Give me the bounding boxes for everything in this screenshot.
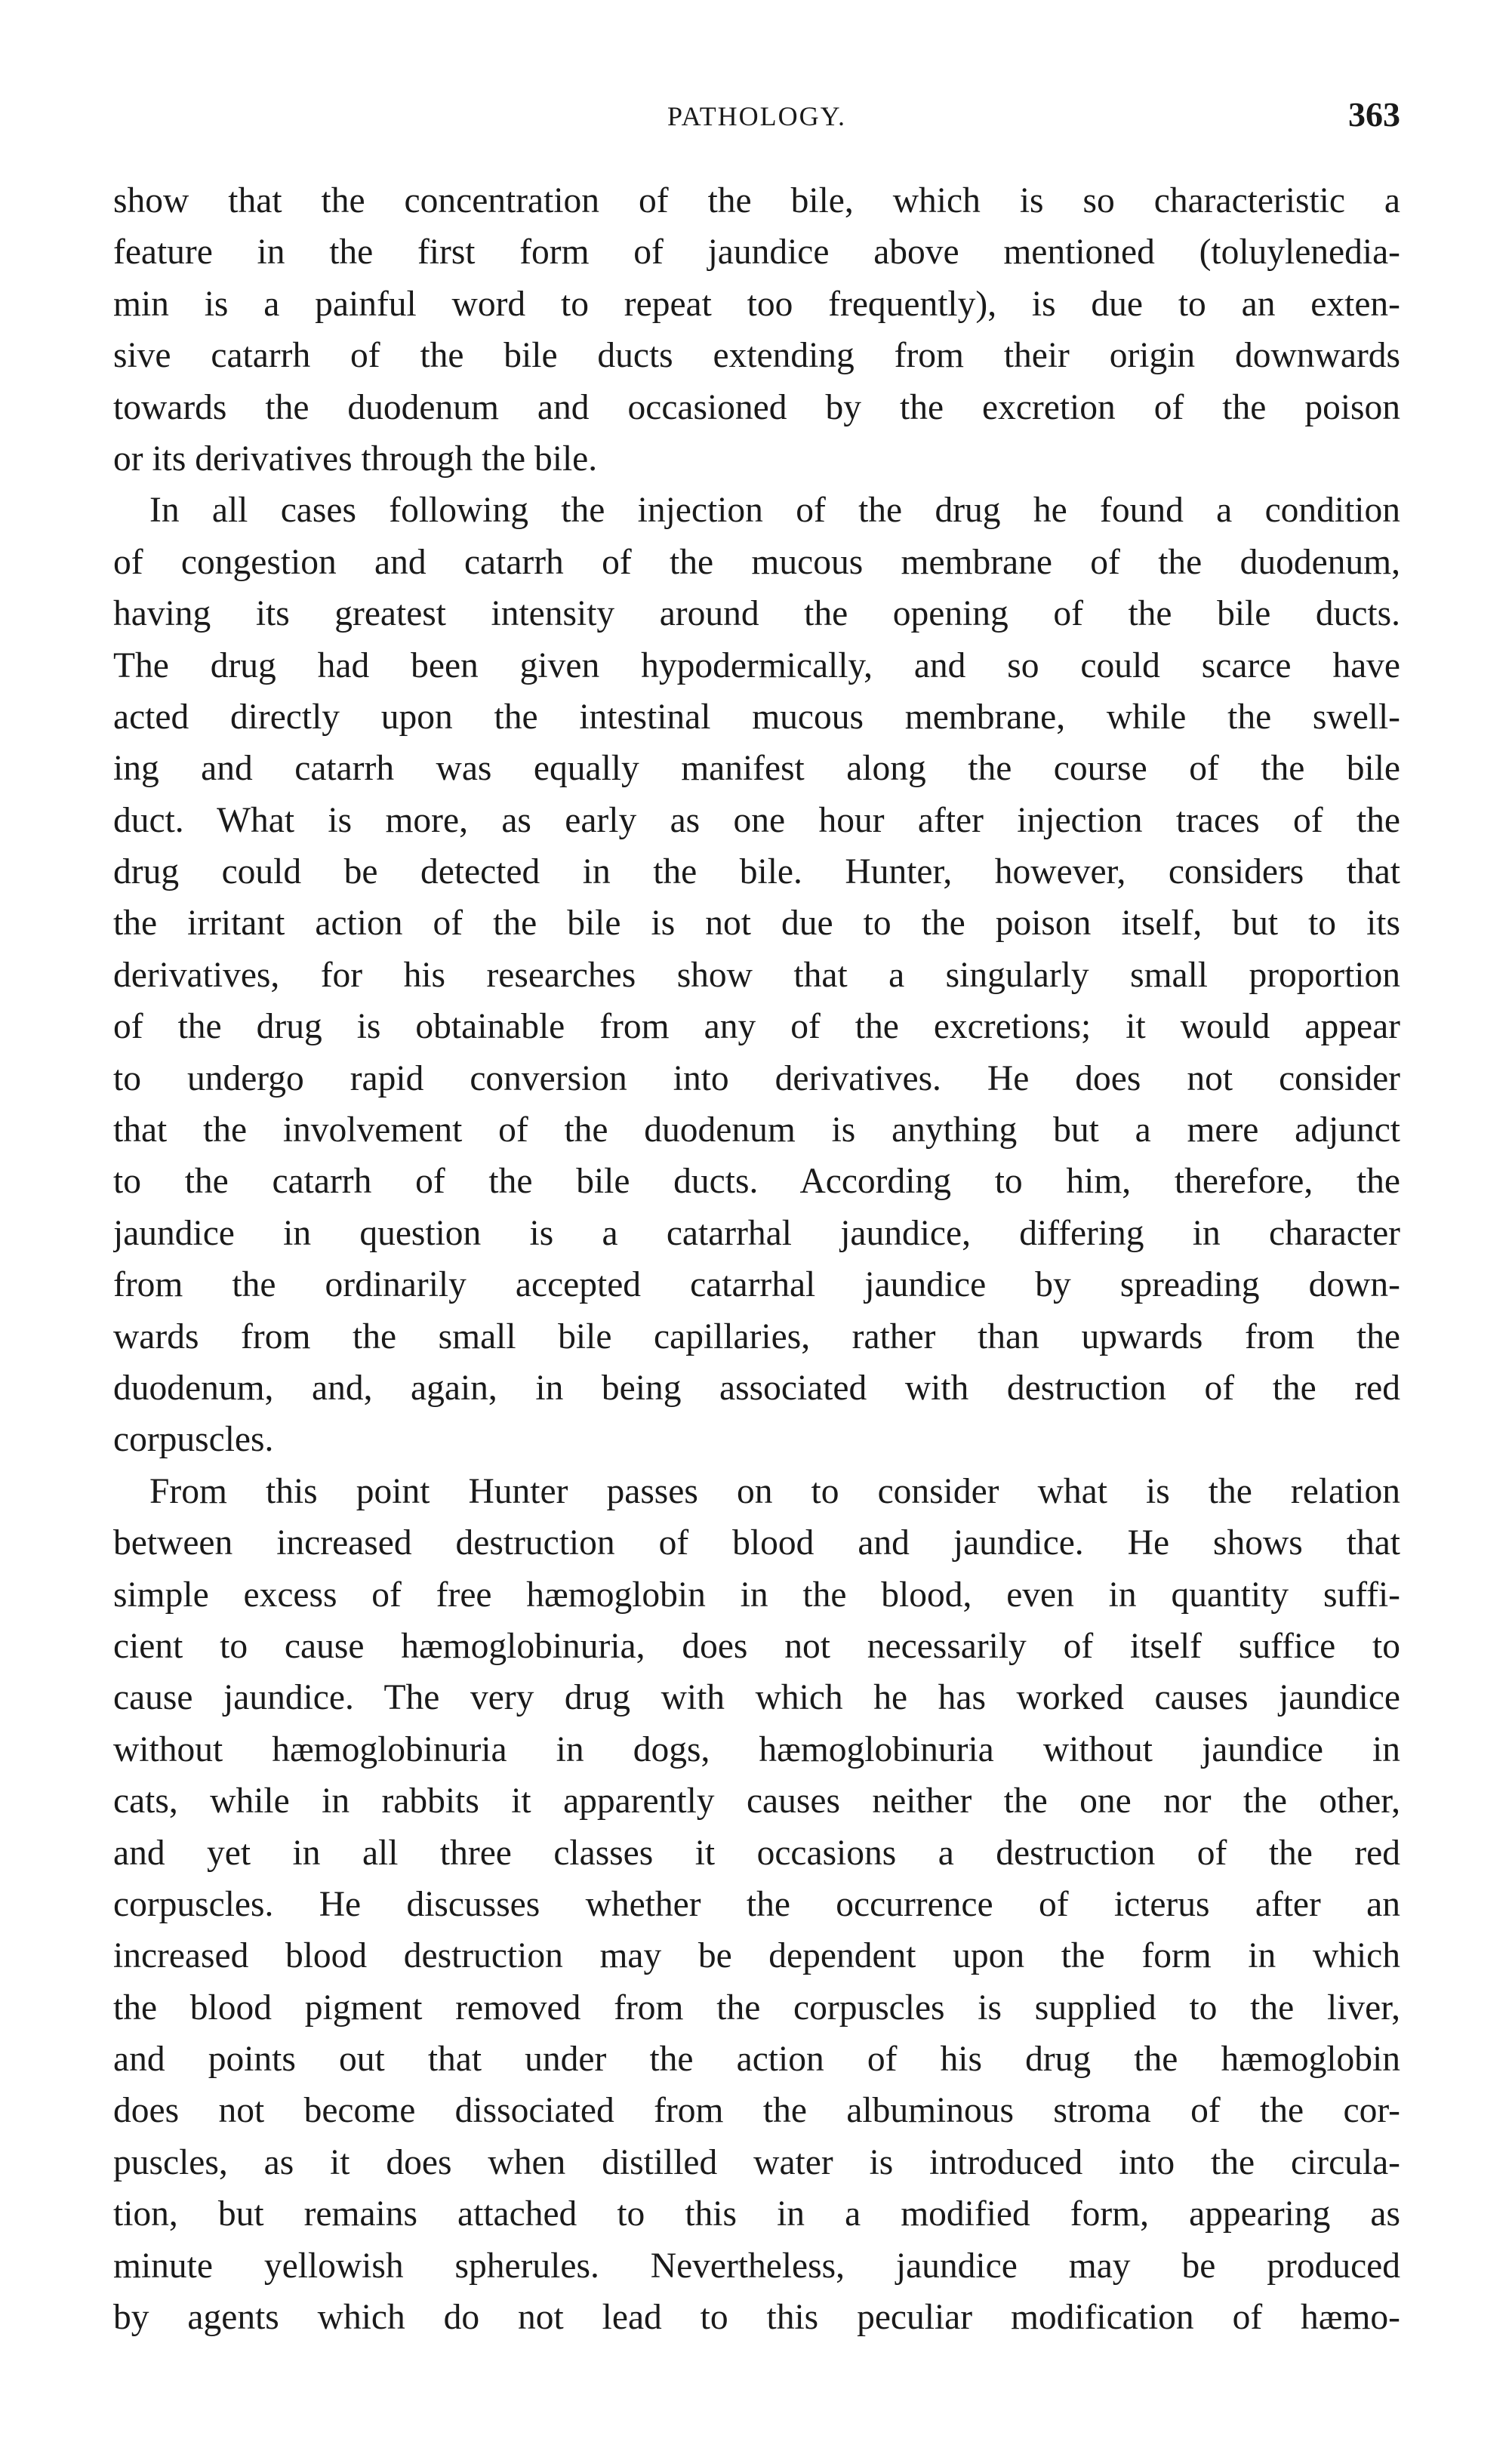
text-line: the blood pigment removed from the corpuscles is supplied to the liver, — [113, 1988, 1400, 2028]
text-line: derivatives, for his researches show that a singularly small proportion — [113, 955, 1400, 995]
running-head — [113, 94, 1400, 140]
text-line: to undergo rapid conversion into derivatives. He does not consider — [113, 1058, 1400, 1098]
text-line: wards from the small bile capillaries, rather than upwards from the — [113, 1316, 1400, 1356]
text-line: cause jaundice. The very drug with which he has worked causes jaundice — [113, 1678, 1400, 1718]
body-text — [113, 175, 1400, 2343]
text-line: the irritant action of the bile is not due to the poison itself, but to its — [113, 904, 1400, 944]
text-line: does not become dissociated from the albuminous stroma of the cor- — [113, 2091, 1400, 2131]
text-line: tion, but remains attached to this in a modified form, appearing as — [113, 2194, 1400, 2234]
text-line: towards the duodenum and occasioned by the excretion of the poison — [113, 387, 1400, 427]
text-line: puscles, as it does when distilled water is introduced into the circula- — [113, 2142, 1400, 2182]
text-line: show that the concentration of the bile, which is so characteristic a — [113, 181, 1400, 220]
text-line: simple excess of free hæmoglobin in the blood, even in quantity suffi- — [113, 1575, 1400, 1615]
text-line: ing and catarrh was equally manifest along the course of the bile — [113, 749, 1400, 789]
text-line: of congestion and catarrh of the mucous membrane of the duodenum, — [113, 542, 1400, 582]
text-line: from the ordinarily accepted catarrhal jaundice by spreading down- — [113, 1265, 1400, 1305]
text-line: and points out that under the action of his drug the hæmoglobin — [113, 2040, 1400, 2080]
text-line: min is a painful word to repeat too frequently), is due to an exten- — [113, 284, 1400, 324]
text-line: without hæmoglobinuria in dogs, hæmoglobinuria without jaundice in — [113, 1729, 1400, 1769]
text-line: corpuscles. He discusses whether the occurrence of icterus after an — [113, 1884, 1400, 1924]
text-line: duct. What is more, as early as one hour after injection traces of the — [113, 800, 1400, 840]
text-line: drug could be detected in the bile. Hunter, however, considers that — [113, 852, 1400, 892]
paragraph-first-line: From this point Hunter passes on to consider what is the relation — [149, 1471, 1400, 1511]
text-line: minute yellowish spherules. Nevertheless, jaundice may be produced — [113, 2246, 1400, 2286]
text-line: cient to cause hæmoglobinuria, does not necessarily of itself suffice to — [113, 1626, 1400, 1666]
text-line: that the involvement of the duodenum is anything but a mere adjunct — [113, 1110, 1400, 1150]
page-number: 363 — [1348, 95, 1400, 134]
text-line: sive catarrh of the bile ducts extending from their origin downwards — [113, 336, 1400, 376]
text-line: to the catarrh of the bile ducts. According to him, therefore, the — [113, 1162, 1400, 1202]
text-line: or its derivatives through the bile. — [113, 439, 598, 479]
text-line: increased blood destruction may be dependent upon the form in which — [113, 1936, 1400, 1976]
text-line: of the drug is obtainable from any of the excretions; it would appear — [113, 1007, 1400, 1047]
paragraph-first-line: In all cases following the injection of the drug he found a condition — [149, 491, 1400, 531]
text-line: between increased destruction of blood and jaundice. He shows that — [113, 1523, 1400, 1563]
text-line: corpuscles. — [113, 1420, 274, 1460]
text-line: cats, while in rabbits it apparently causes neither the one nor the other, — [113, 1781, 1400, 1821]
text-line: jaundice in question is a catarrhal jaundice, differing in character — [113, 1213, 1400, 1253]
running-title: PATHOLOGY. — [667, 101, 847, 131]
text-line: duodenum, and, again, in being associated with destruction of the red — [113, 1368, 1400, 1408]
text-line: feature in the first form of jaundice above mentioned (toluylenedia- — [113, 232, 1400, 272]
text-line: and yet in all three classes it occasions a destruction of the red — [113, 1833, 1400, 1873]
text-line: having its greatest intensity around the opening of the bile ducts. — [113, 594, 1400, 634]
text-line: acted directly upon the intestinal mucous membrane, while the swell- — [113, 697, 1400, 737]
text-line: by agents which do not lead to this peculiar modification of hæmo- — [113, 2298, 1400, 2338]
text-line: The drug had been given hypodermically, and so could scarce have — [113, 645, 1400, 685]
